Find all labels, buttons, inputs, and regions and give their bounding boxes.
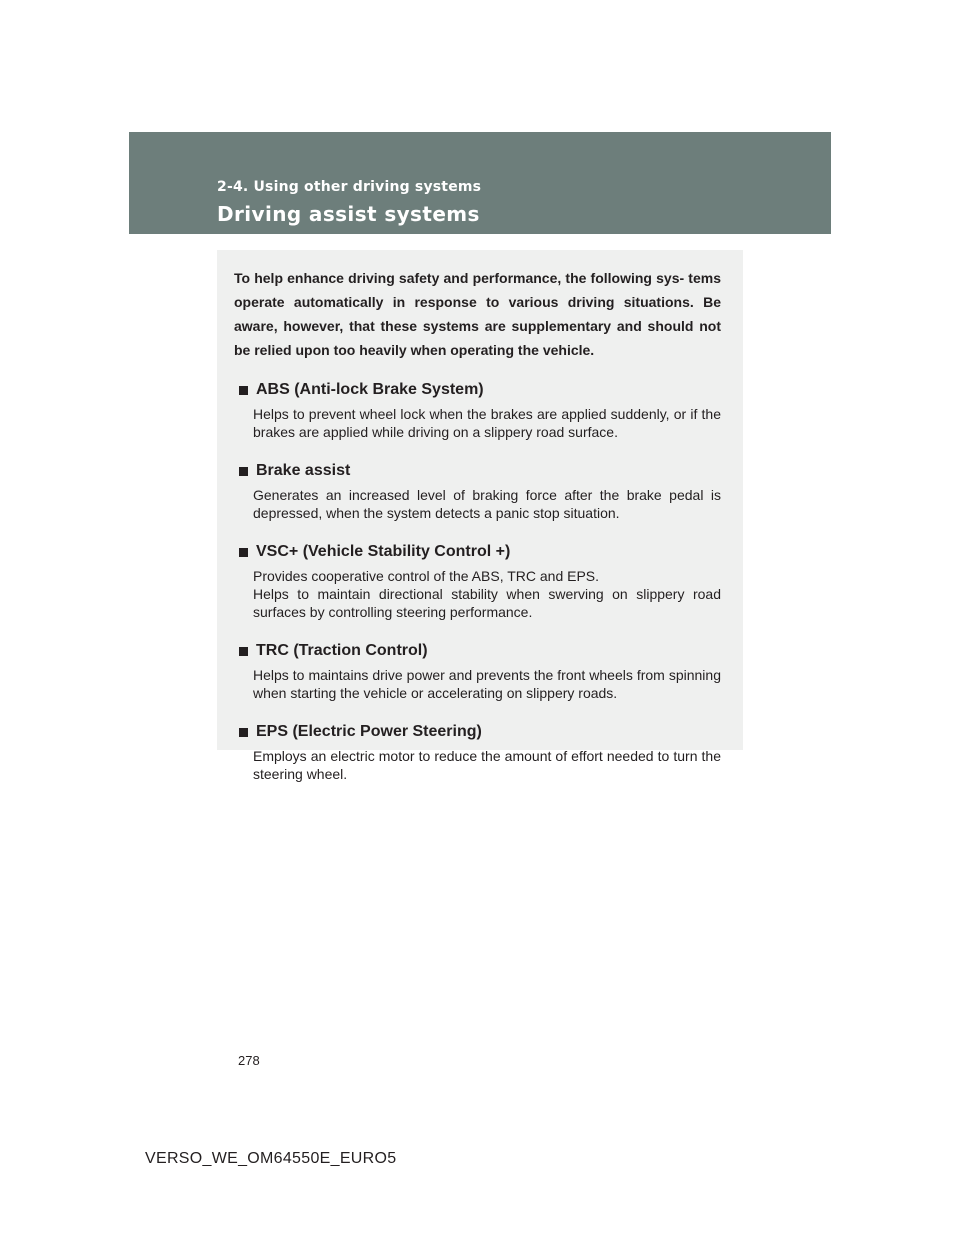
system-description-line: Helps to maintain directional stability when swerving on slippery road surfaces by controlling steering performance.: [253, 586, 721, 620]
page-title: Driving assist systems: [217, 202, 480, 226]
page-number: 278: [238, 1053, 260, 1068]
system-description: Helps to maintains drive power and prevents the front wheels from spinning when starting the vehicle or accelerating on slippery roads.: [253, 667, 721, 701]
system-title: TRC (Traction Control): [256, 642, 428, 659]
system-item: [234, 641, 721, 702]
system-item: [234, 722, 721, 783]
system-title: Brake assist: [256, 462, 351, 479]
system-description-line: Provides cooperative control of the ABS, TRC and EPS.: [253, 568, 600, 584]
content-box: [217, 250, 743, 782]
system-heading: [234, 641, 721, 661]
system-description: Helps to prevent wheel lock when the brakes are applied suddenly, or if the brakes are applied while driving on a slippery road surface.: [253, 406, 721, 440]
section-label: 2-4. Using other driving systems: [217, 179, 482, 195]
system-item: [234, 380, 721, 441]
system-item: [234, 461, 721, 522]
system-title: VSC+ (Vehicle Stability Control +): [256, 543, 511, 560]
system-heading: [234, 542, 721, 562]
square-bullet-icon: [239, 548, 248, 557]
system-description: Employs an electric motor to reduce the amount of effort needed to turn the steering wheel.: [253, 748, 721, 782]
system-item: [234, 542, 721, 621]
system-description: Generates an increased level of braking force after the brake pedal is depressed, when the system detects a panic stop situation.: [253, 487, 721, 521]
system-description: [253, 567, 721, 621]
square-bullet-icon: [239, 386, 248, 395]
system-title: EPS (Electric Power Steering): [256, 723, 482, 740]
square-bullet-icon: [239, 728, 248, 737]
page-header: [129, 132, 831, 234]
system-heading: [234, 722, 721, 742]
system-title: ABS (Anti-lock Brake System): [256, 381, 484, 398]
intro-text: To help enhance driving safety and performance, the following sys- tems operate automatically in response to various driving situations. Be aware, however, that these systems are supplementary and should not be relied upon too heavily when operating the vehicle.: [234, 270, 721, 358]
system-heading: [234, 461, 721, 481]
square-bullet-icon: [239, 647, 248, 656]
system-heading: [234, 380, 721, 400]
square-bullet-icon: [239, 467, 248, 476]
document-code: VERSO_WE_OM64550E_EURO5: [145, 1150, 397, 1167]
